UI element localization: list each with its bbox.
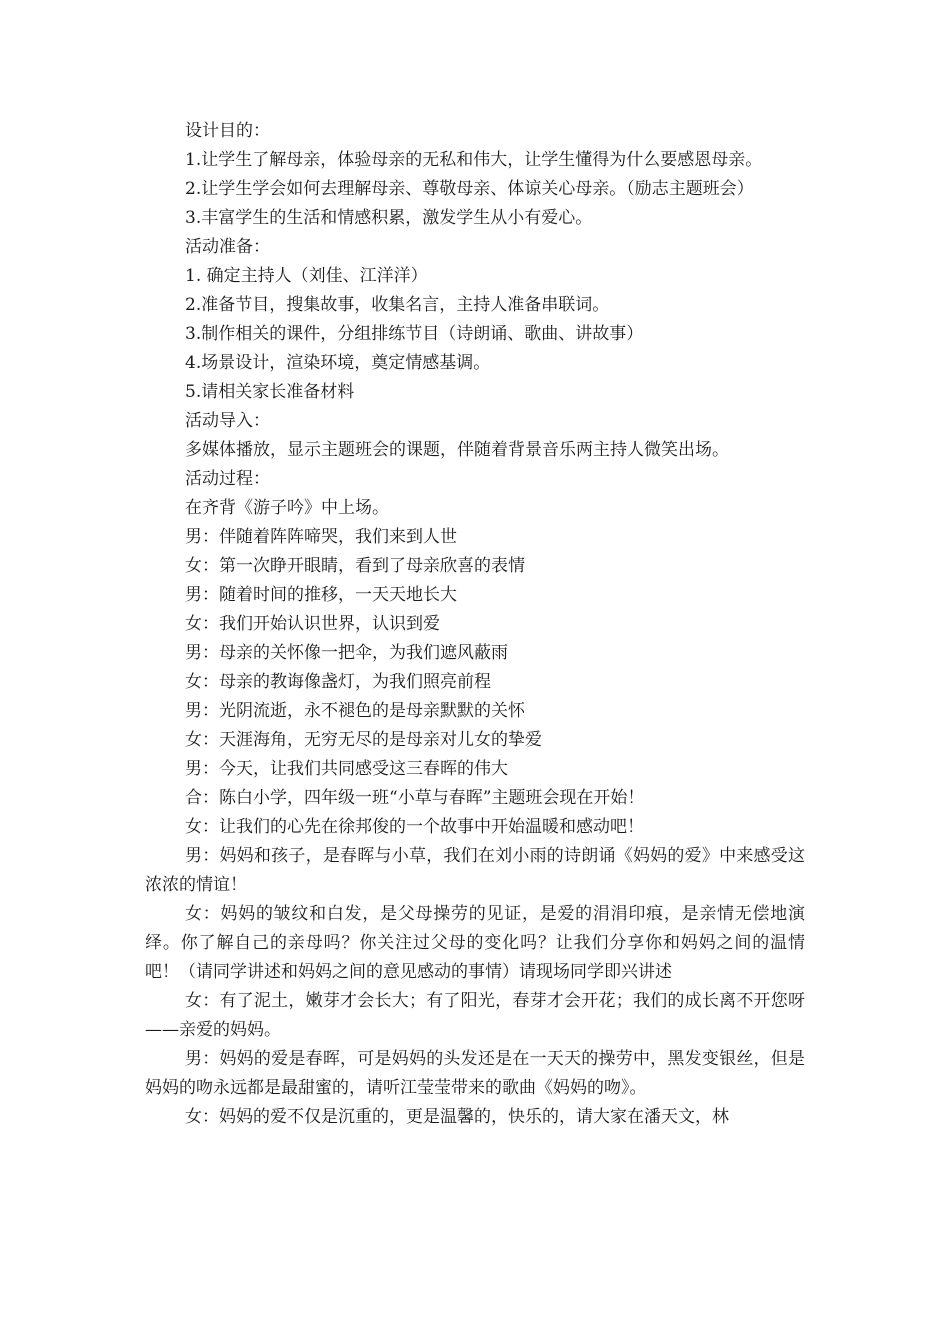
paragraph: 3.制作相关的课件，分组排练节目（诗朗诵、歌曲、讲故事） <box>185 324 644 344</box>
paragraph: 3.丰富学生的生活和情感积累，激发学生从小有爱心。 <box>185 208 593 228</box>
paragraph: 1. 确定主持人（刘佳、江洋洋） <box>185 266 428 286</box>
paragraph: 活动过程： <box>185 469 270 489</box>
paragraph: 男：母亲的关怀像一把伞，为我们遮风蔽雨 <box>185 643 508 663</box>
paragraph: 合：陈白小学，四年级一班“小草与春晖”主题班会现在开始！ <box>185 788 645 808</box>
paragraph: 女：妈妈的爱不仅是沉重的，更是温馨的，快乐的，请大家在潘天文，林 <box>185 1107 729 1127</box>
paragraph: 女：让我们的心先在徐邦俊的一个故事中开始温暖和感动吧！ <box>185 817 644 837</box>
paragraph: 1.让学生了解母亲，体验母亲的无私和伟大，让学生懂得为什么要感恩母亲。 <box>185 150 763 170</box>
paragraph: 设计目的： <box>185 121 270 141</box>
paragraph: 男：妈妈的爱是春晖，可是妈妈的头发还是在一天天的操劳中，黑发变银丝，但是妈妈的吻永远都是最甜蜜的，请听江莹莹带来的歌曲《妈妈的吻》。 <box>145 1049 805 1098</box>
paragraph: 女：有了泥土，嫩芽才会长大；有了阳光，春芽才会开花；我们的成长离不开您呀——亲爱的妈妈。 <box>145 991 805 1040</box>
document-body <box>145 117 805 1132</box>
paragraph: 女：天涯海角，无穷无尽的是母亲对儿女的挚爱 <box>185 730 542 750</box>
paragraph: 在齐背《游子吟》中上场。 <box>185 498 389 518</box>
paragraph: 男：今天，让我们共同感受这三春晖的伟大 <box>185 759 508 779</box>
paragraph: 女：妈妈的皱纹和白发，是父母操劳的见证，是爱的涓涓印痕，是亲情无偿地演绎。你了解自己的亲母吗？你关注过父母的变化吗？让我们分享你和妈妈之间的温情吧！（请同学讲述和妈妈之间的意见感动的事情）请现场同学即兴讲述 <box>145 904 805 982</box>
paragraph: 男：光阴流逝，永不褪色的是母亲默默的关怀 <box>185 701 525 721</box>
paragraph: 女：我们开始认识世界，认识到爱 <box>185 614 440 634</box>
paragraph: 2.准备节目，搜集故事，收集名言，主持人准备串联词。 <box>185 295 610 315</box>
paragraph: 女：母亲的教诲像盏灯，为我们照亮前程 <box>185 672 491 692</box>
paragraph: 活动导入： <box>185 411 270 431</box>
paragraph: 男：随着时间的推移，一天天地长大 <box>185 585 457 605</box>
paragraph: 多媒体播放，显示主题班会的课题，伴随着背景音乐两主持人微笑出场。 <box>185 440 729 460</box>
paragraph: 男：伴随着阵阵啼哭，我们来到人世 <box>185 527 457 547</box>
document-page <box>145 117 805 1132</box>
paragraph: 女：第一次睁开眼睛，看到了母亲欣喜的表情 <box>185 556 525 576</box>
paragraph: 5.请相关家长准备材料 <box>185 382 355 402</box>
paragraph: 2.让学生学会如何去理解母亲、尊敬母亲、体谅关心母亲。（励志主题班会） <box>185 179 754 199</box>
paragraph: 活动准备： <box>185 237 270 257</box>
paragraph: 4.场景设计，渲染环境，奠定情感基调。 <box>185 353 491 373</box>
paragraph: 男：妈妈和孩子，是春晖与小草，我们在刘小雨的诗朗诵《妈妈的爱》中来感受这浓浓的情谊！ <box>145 846 805 895</box>
